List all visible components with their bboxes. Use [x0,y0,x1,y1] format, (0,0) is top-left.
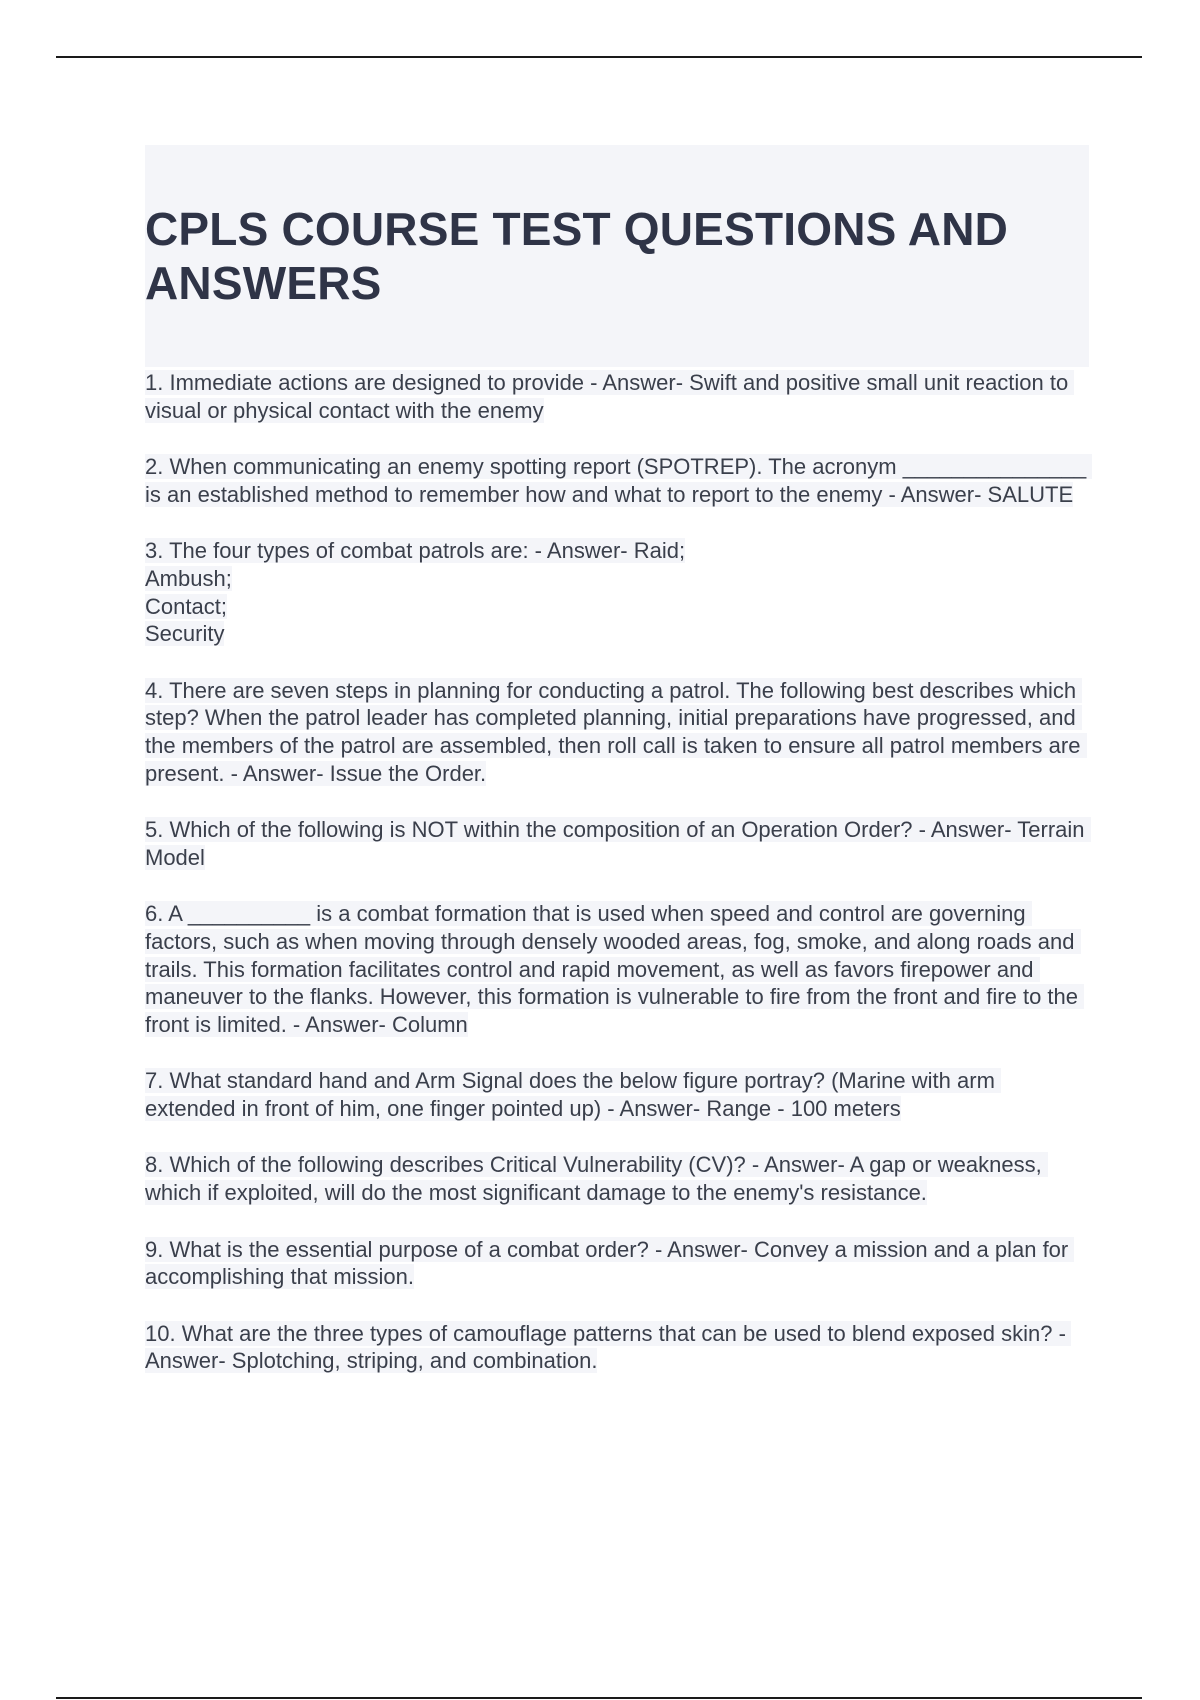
qa-text: 7. What standard hand and Arm Signal does the below figure portray? (Marine with arm extended in front of him, one finger pointed up) - Answer- Range - 100 meters [145,1068,1002,1121]
qa-item-6 [145,900,1089,1038]
qa-item-8 [145,1151,1089,1206]
qa-text: 4. There are seven steps in planning for conducting a patrol. The following best describes which step? When the patrol leader has completed planning, initial preparations have progressed, and the members of the patrol are assembled, then roll call is taken to ensure all patrol members are present. - Answer- Issue the Order. [145,677,1087,786]
qa-list [145,369,1093,1404]
bottom-rule [56,1697,1142,1699]
qa-item-7 [145,1067,1089,1122]
qa-item-9 [145,1236,1089,1291]
top-rule [56,56,1142,58]
qa-text: 2. When communicating an enemy spotting report (SPOTREP). The acronym _______________ is an established method to remember how and what to report to the enemy - Answer- SALUTE [145,454,1093,507]
qa-item-4 [145,677,1089,787]
qa-text: 1. Immediate actions are designed to provide - Answer- Swift and positive small unit reaction to visual or physical contact with the enemy [145,370,1075,423]
qa-text: 5. Which of the following is NOT within the composition of an Operation Order? - Answer- Terrain Model [145,817,1091,870]
qa-item-1 [145,369,1089,424]
qa-text: 10. What are the three types of camouflage patterns that can be used to blend exposed skin? - Answer- Splotching, striping, and combination. [145,1320,1071,1374]
qa-text: 6. A __________ is a combat formation that is used when speed and control are governing factors, such as when moving through densely wooded areas, fog, smoke, and along roads and trails. This formation facilitates control and rapid movement, as well as favors firepower and maneuver to the flanks. However, this formation is vulnerable to fire from the front and fire to the front is limited. - Answer- Column [145,901,1085,1037]
qa-item-5 [145,816,1089,871]
qa-item-3 [145,537,1089,647]
qa-text: 3. The four types of combat patrols are: - Answer- Raid; Ambush; Contact; Security [145,538,686,647]
title-block [145,145,1089,367]
qa-item-10 [145,1320,1089,1375]
qa-text: 8. Which of the following describes Critical Vulnerability (CV)? - Answer- A gap or weakness, which if exploited, will do the most significant damage to the enemy's resistance. [145,1152,1048,1206]
qa-text: 9. What is the essential purpose of a combat order? - Answer- Convey a mission and a plan for accomplishing that mission. [145,1236,1075,1290]
qa-item-2 [145,453,1093,508]
document-title: CPLS COURSE TEST QUESTIONS AND ANSWERS [145,203,1009,309]
